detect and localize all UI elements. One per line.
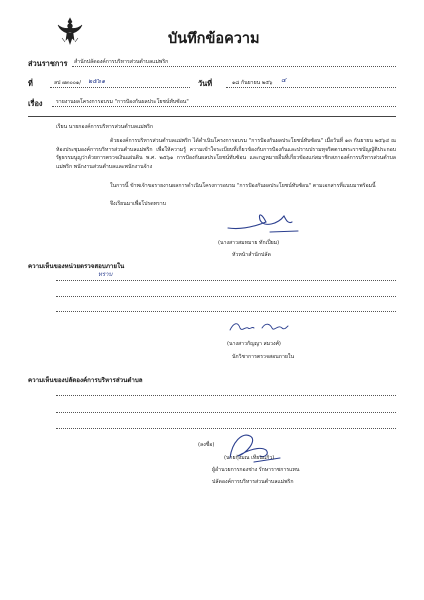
garuda-emblem-icon — [56, 16, 84, 46]
date-dotline — [226, 87, 396, 88]
subject-dotline — [52, 106, 396, 107]
doc-number-dotline — [50, 87, 190, 88]
salutation: เรียน นายกองค์การบริหารส่วนตำบลแม่พริก — [56, 124, 154, 130]
internal-audit-handwritten-note: ทราบ — [98, 271, 113, 278]
body-paragraph-2: ในการนี้ ข้าพเจ้าขอรายงานผลการดำเนินโครงการอบรม "การป้องกันผลประโยชน์ทับซ้อน" ตามเอกสารที่แนบมาพร้อมนี้ — [110, 183, 376, 189]
date-label: วันที่ — [198, 79, 213, 88]
doc-number-value: ลป ๗๓๐๐๑/ — [54, 80, 81, 86]
deputy-heading: ความเห็นของปลัดองค์การบริหารส่วนตำบล — [28, 377, 143, 384]
doc-number-label: ที่ — [28, 79, 33, 88]
internal-audit-heading: ความเห็นของหน่วยตรวจสอบภายใน — [28, 263, 125, 270]
agency-label: ส่วนราชการ — [28, 59, 68, 68]
subject-label: เรื่อง — [28, 99, 43, 108]
closing-text: จึงเรียนมาเพื่อโปรดทราบ — [110, 201, 167, 207]
doc-number-handwritten: ๒๕๖๑ — [88, 77, 106, 85]
subject-value: รายงานผลโครงการอบรม "การป้องกันผลประโยชน์ทับซ้อน" — [56, 99, 189, 105]
internal-audit-signer-position: นักวิชาการตรวจสอบภายใน — [232, 354, 295, 360]
deputy-signer-name: (นายกุ้งมณ เทียนแก้ว) — [224, 455, 275, 461]
date-value: ๑๘ กันยายน ๒๕๖ — [232, 80, 273, 86]
signer-1-name: (นางสาวสมหมาย ทักเปี่ยม) — [218, 240, 280, 246]
internal-audit-signer-name: (นางสาวกัญญา สมวงศ์) — [227, 341, 281, 347]
internal-audit-line-2 — [56, 296, 396, 297]
agency-value: สำนักปลัดองค์การบริหารส่วนตำบลแม่พริก — [74, 59, 169, 65]
signature-3-icon — [220, 428, 290, 468]
deputy-line-2 — [56, 412, 396, 413]
internal-audit-line-1 — [56, 280, 396, 281]
deputy-sign-prefix: (ลงชื่อ) — [198, 442, 215, 448]
signature-2-icon — [226, 318, 290, 336]
signer-1-position: หัวหน้าสำนักปลัด — [232, 252, 271, 258]
signature-1-icon — [222, 206, 302, 236]
header-divider — [28, 116, 396, 117]
body-paragraph-1: ด้วยองค์การบริหารส่วนตำบลแม่พริก ได้ดำเนินโครงการอบรม "การป้องกันผลประโยชน์ทับซ้อน" เมื่อวันที่ ๑๓ กันยายน ๒๕๖๔ ณ ห้องประชุมองค์การบริหารส่วนตำบลแม่พริก เพื่อให้ความรู้ ความเข้าใจระเบียบที่เกี่ยวข้องกับการป้องกันและปราบปรามทุจริตตามพระราชบัญญัติประกอบรัฐธรรมนูญว่าด้วยการตรวจเงินแผ่นดิน พ.ศ. ๒๕๖๑ การป้องกันผลประโยชน์ทับซ้อน และกฎหมายอื่นที่เกี่ยวข้องแก่สมาชิกสภาองค์การบริหารส่วนตำบลแม่พริก พนักงานส่วนตำบลและพนักงานจ้าง — [56, 138, 396, 170]
deputy-signer-position-1: ผู้อำนวยการกองช่าง รักษาราชการแทน — [212, 467, 300, 473]
internal-audit-line-3 — [56, 311, 396, 312]
document-title: บันทึกข้อความ — [168, 30, 260, 47]
deputy-line-1 — [56, 395, 396, 396]
deputy-signer-position-2: ปลัดองค์การบริหารส่วนตำบลแม่พริก — [212, 479, 294, 485]
agency-dotline — [72, 66, 396, 67]
date-handwritten: ๔ — [281, 76, 286, 84]
